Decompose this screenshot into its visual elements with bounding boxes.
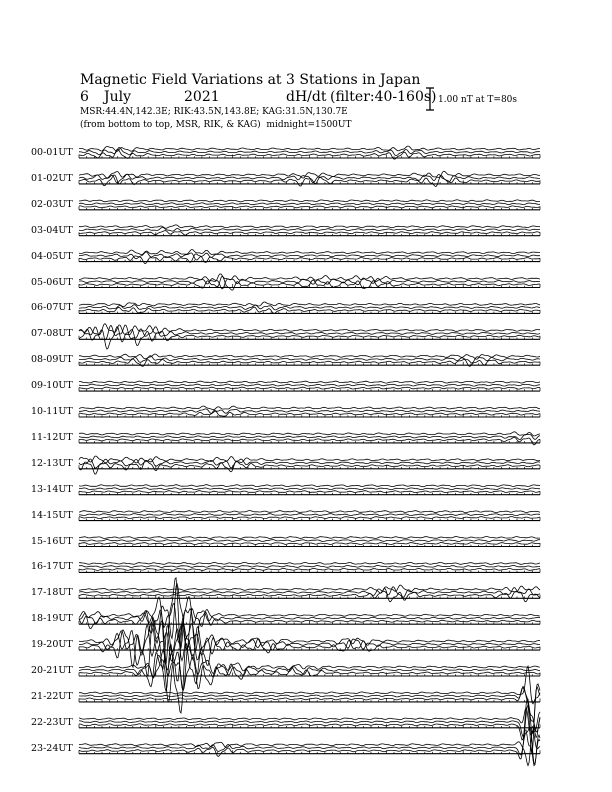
station-trace-rik [79,435,540,440]
station-trace-kag [79,225,540,228]
row-label: 00-01UT [31,147,73,158]
station-trace-rik [79,514,540,516]
station-trace-kag [79,302,540,307]
station-trace-kag [79,406,540,410]
station-trace-kag [79,274,540,282]
row-label: 21-22UT [31,690,73,702]
station-trace-rik [79,305,540,310]
station-trace-rik [79,705,540,736]
station-trace-kag [79,432,540,436]
station-coordinates: MSR:44.4N,142.3E; RIK:43.5N,143.8E; KAG:31.5N,130.7E [80,107,348,117]
scale-bar [426,88,434,110]
date-month: July [104,89,132,105]
quantity-label: dH/dt [286,89,327,105]
row-label: 01-02UT [31,172,73,184]
filter-label: (filter:40-160s) [330,89,437,105]
row-label: 03-04UT [31,224,73,236]
row-label: 05-06UT [31,276,73,288]
station-trace-kag [79,511,540,513]
row-label: 23-24UT [31,742,73,754]
chart-title: Magnetic Field Variations at 3 Stations in Japan [80,72,421,88]
station-trace-rik [79,540,540,542]
station-trace-rik [79,488,540,490]
station-trace-rik [79,409,540,414]
station-trace-kag [79,562,540,564]
order-note-text: (from bottom to top, MSR, RIK, & KAG) [80,120,261,130]
station-trace-kag [79,537,540,539]
date-day: 6 [80,89,89,105]
row-ticks [79,491,540,495]
row-label: 08-09UT [31,354,73,366]
row-label: 18-19UT [31,613,73,625]
row-label: 12-13UT [31,457,73,469]
scale-label: 1.00 nT at T=80s [438,95,518,105]
station-trace-rik [79,384,540,386]
midnight-note: midnight=1500UT [266,120,352,130]
row-label: 07-08UT [31,328,73,340]
station-trace-kag [79,200,540,202]
row-label: 15-16UT [31,535,73,547]
date-year: 2021 [184,89,220,105]
station-trace-rik [79,227,540,231]
station-trace-kag [79,354,540,359]
row-label: 13-14UT [31,483,73,495]
row-label: 22-23UT [31,716,73,728]
row-label: 02-03UT [31,198,73,210]
row-label: 09-10UT [31,380,73,392]
station-trace-kag [79,381,540,383]
row-label: 10-11UT [31,406,73,417]
row-label: 14-15UT [31,509,73,521]
row-label: 04-05UT [31,250,73,262]
row-label: 06-07UT [31,302,73,314]
station-trace-rik [79,727,540,764]
station-trace-rik [79,583,540,650]
row-label: 17-18UT [31,587,73,599]
row-label: 20-21UT [31,665,73,676]
station-trace-rik [79,621,540,670]
row-label: 19-20UT [31,639,73,651]
row-label: 16-17UT [31,561,73,573]
station-trace-kag [79,485,540,487]
station-trace-rik [79,565,540,567]
station-trace-rik [79,203,540,205]
row-label: 11-12UT [31,431,73,443]
